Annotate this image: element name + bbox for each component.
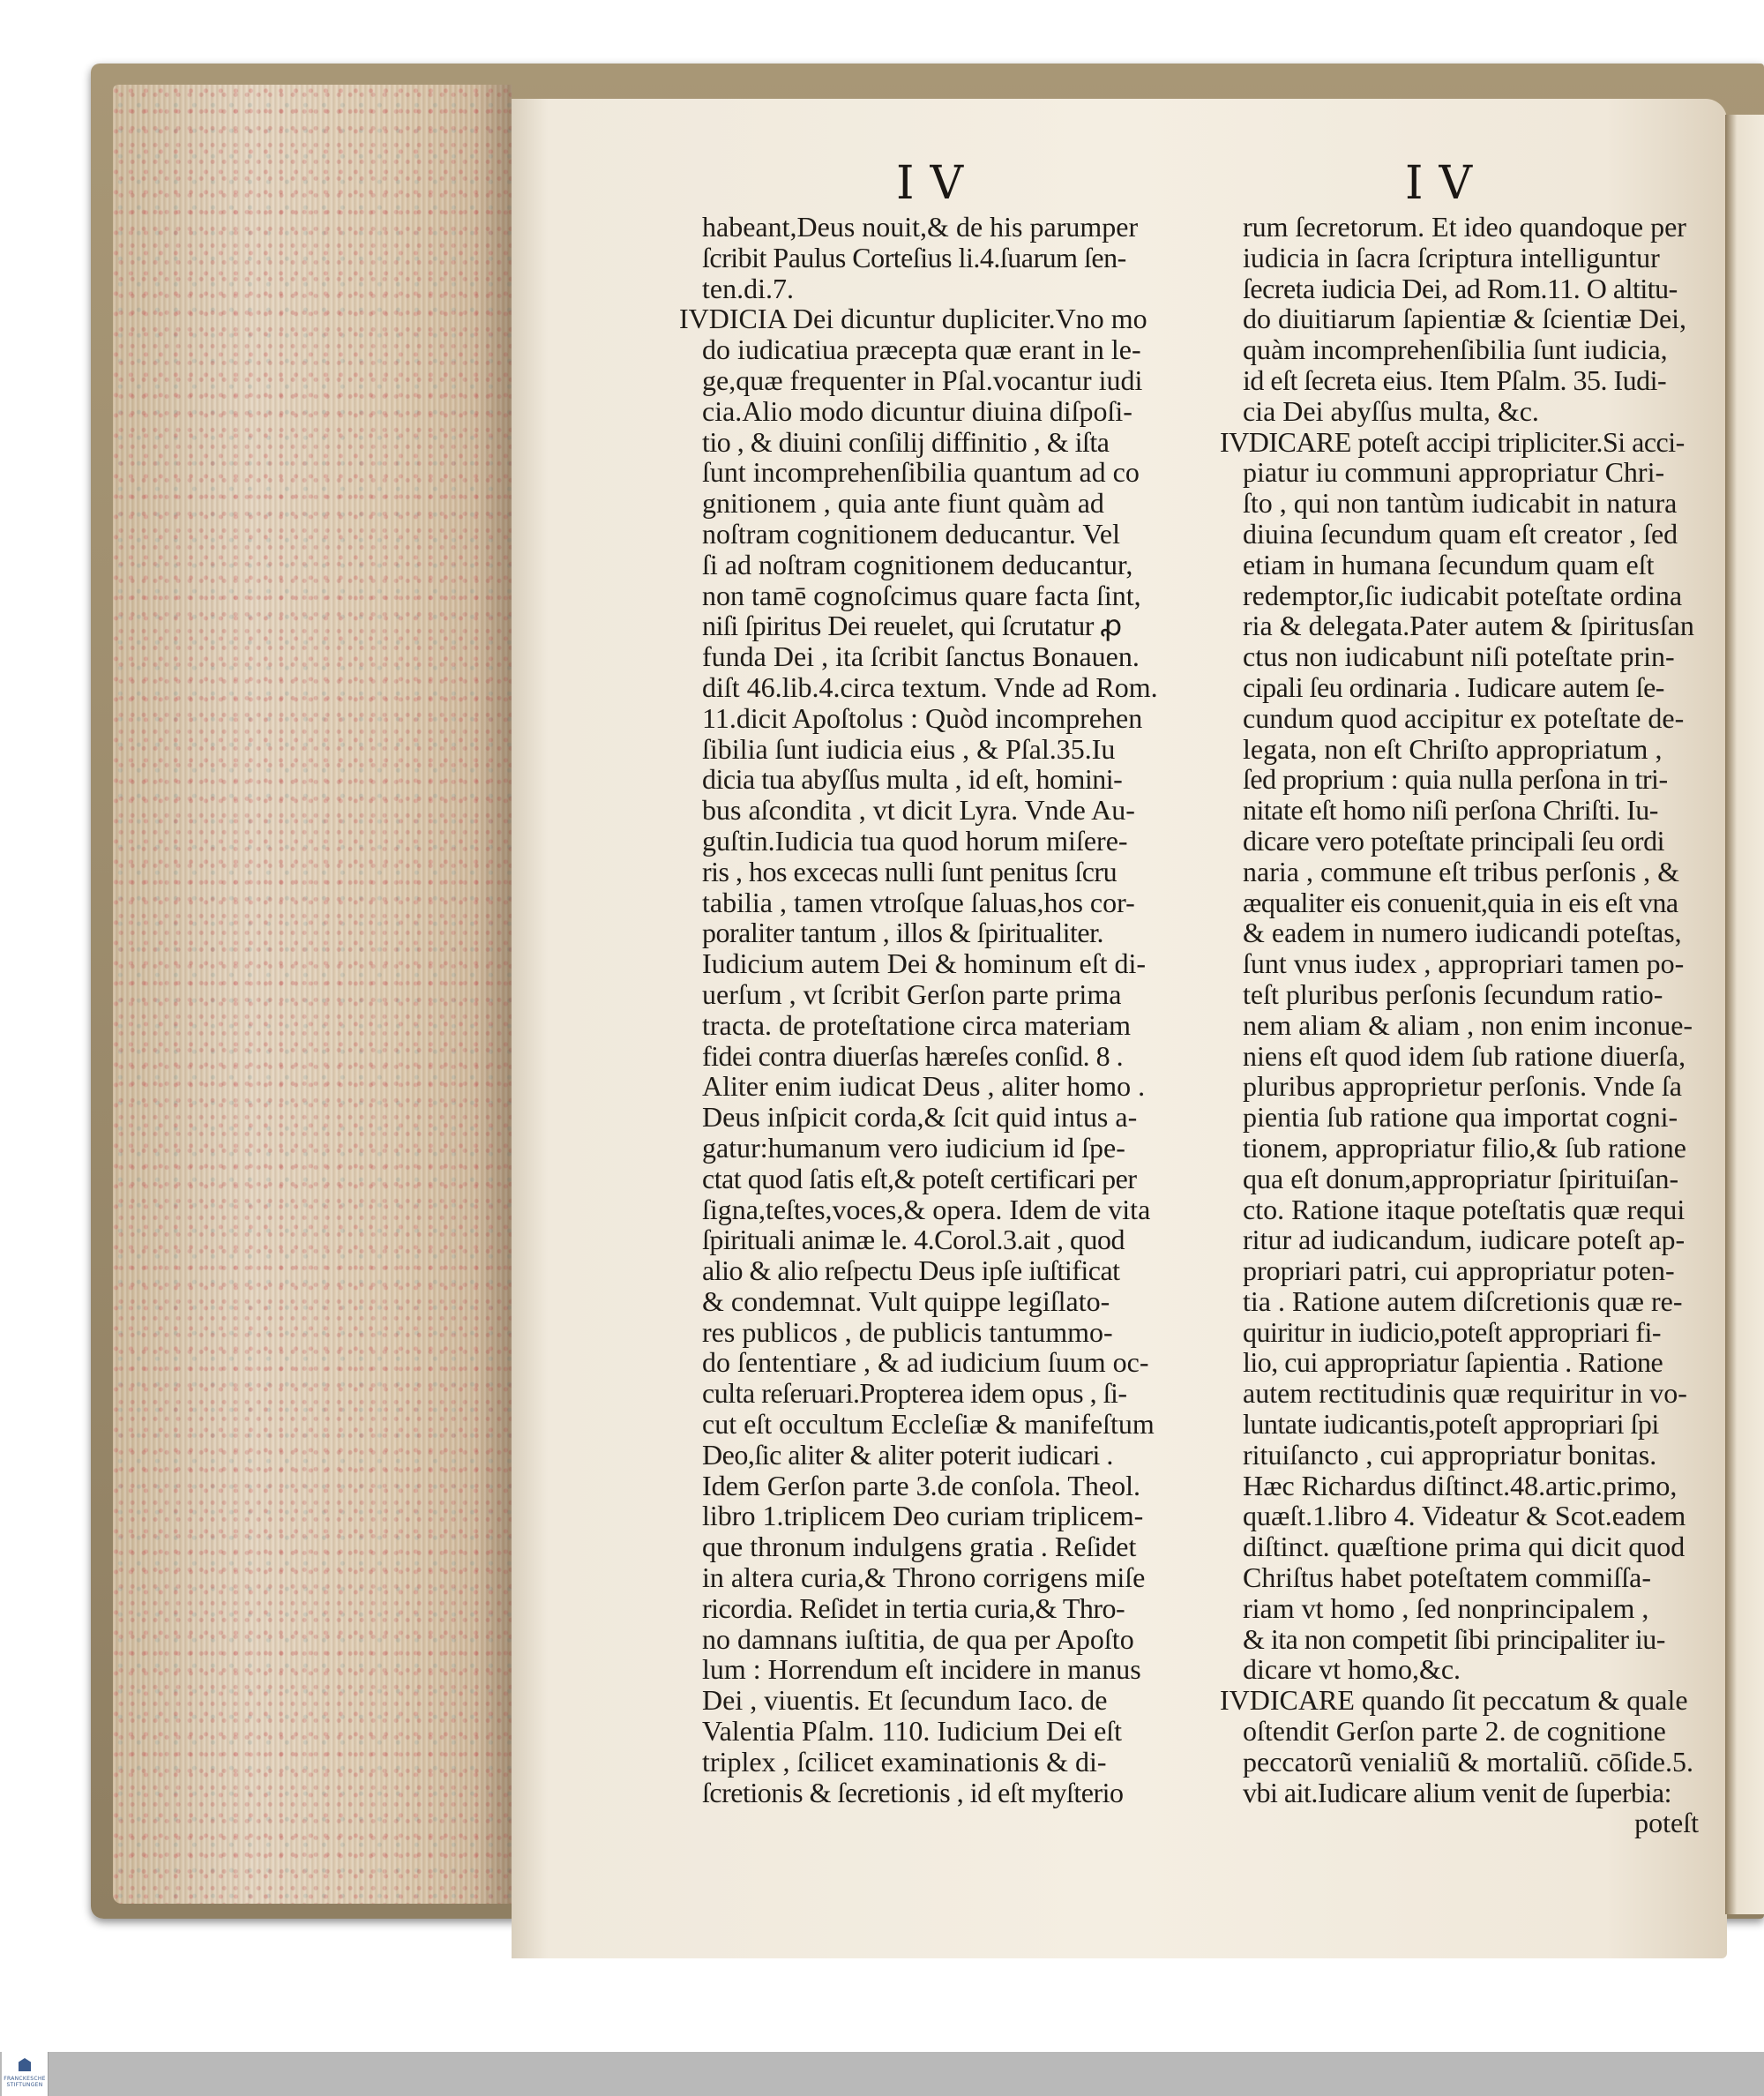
text-line: fidei contra diuerſas hæreſes conſid. 8 . <box>702 1039 1124 1072</box>
text-line: no damnans iuſtitia, de qua per Apoſto <box>702 1622 1134 1655</box>
text-line: dicare vero poteſtate principali ſeu ordi <box>1243 824 1664 857</box>
viewer-bottom-bar <box>0 2052 1764 2096</box>
text-line: bus aſcondita , vt dicit Lyra. Vnde Au- <box>702 794 1135 827</box>
library-logo <box>2 2052 49 2096</box>
text-line: piatur iu communi appropriatur Chri- <box>1243 456 1665 489</box>
text-line: oſtendit Gerſon parte 2. de cognitione <box>1243 1715 1666 1748</box>
text-column-left <box>679 212 1198 1808</box>
text-line: rum ſecretorum. Et ideo quandoque per <box>1243 211 1686 243</box>
text-line: 11.dicit Apoſtolus : Quòd incomprehen <box>702 701 1143 734</box>
text-line: poraliter tantum , illos & ſpiritualiter. <box>702 917 1103 949</box>
text-line: niens eſt quod idem ſub ratione diuerſa, <box>1243 1039 1686 1072</box>
text-line: pientia ſub ratione qua importat cogni- <box>1243 1101 1678 1134</box>
text-column-right <box>1220 212 1716 1838</box>
text-line: iudicia in ſacra ſcriptura intelliguntur <box>1243 241 1660 273</box>
text-line: non tamē cognoſcimus quare facta ſint, <box>702 579 1141 611</box>
text-line: IVDICARE quando ſit peccatum & quale <box>1220 1684 1688 1717</box>
text-line: ſunt incomprehenſibilia quantum ad co <box>702 456 1140 489</box>
text-line: tracta. de proteſtatione circa materiam <box>702 1008 1131 1041</box>
text-line: peccatorũ venialiũ & mortaliũ. cōſide.5. <box>1243 1745 1693 1778</box>
text-line: tia . Ratione autem diſcretionis quæ re- <box>1243 1284 1683 1317</box>
text-line: ſibilia ſunt iudicia eius , & Pſal.35.Iu <box>702 732 1116 765</box>
text-line: ctat quod ſatis eſt,& poteſt certificari per <box>702 1162 1137 1194</box>
text-line: ſecreta iudicia Dei, ad Rom.11. O altitu- <box>1243 272 1678 304</box>
text-line: Iudicium autem Dei & hominum eſt di- <box>702 947 1147 980</box>
text-line: & eadem in numero iudicandi poteſtas, <box>1243 917 1682 949</box>
text-line: cipali ſeu ordinaria . Iudicare autem ſe- <box>1243 670 1664 703</box>
text-line: ſpirituali animæ le. 4.Corol.3.ait , quod <box>702 1224 1125 1256</box>
text-line: ctus non iudicabunt niſi poteſtate prin- <box>1243 640 1675 673</box>
text-line: cia Dei abyſſus multa, &c. <box>1243 394 1539 427</box>
text-line: IVDICARE poteſt accipi tripliciter.Si acci- <box>1220 425 1685 458</box>
text-line: gnitionem , quia ante fiunt quàm ad <box>702 487 1104 520</box>
text-line: Chriſtus habet poteſtatem commiſſa- <box>1243 1561 1651 1594</box>
text-line: lio, cui appropriatur ſapientia . Ratione <box>1243 1346 1663 1379</box>
text-line: cundum quod accipitur ex poteſtate de- <box>1243 701 1685 734</box>
text-line: ten.di.7. <box>702 272 794 304</box>
text-line: legata, non eſt Chriſto appropriatum , <box>1243 732 1663 765</box>
text-line: uerſum , vt ſcribit Gerſon parte prima <box>702 977 1122 1010</box>
text-line: propriari patri, cui appropriatur poten- <box>1243 1254 1675 1287</box>
text-line: lum : Horrendum eſt incidere in manus <box>702 1653 1141 1686</box>
text-line: dicare vt homo,&c. <box>1243 1653 1461 1686</box>
text-line: id eſt ſecreta eius. Item Pſalm. 35. Iudi- <box>1243 363 1667 396</box>
text-line: & condemnat. Vult quippe legiſlato- <box>702 1284 1110 1317</box>
text-line: ge,quæ frequenter in Pſal.vocantur iudi <box>702 363 1143 396</box>
text-line: nitate eſt homo niſi perſona Chriſti. Iu- <box>1243 794 1658 827</box>
text-line: culta reſeruari.Propterea idem opus , ſi- <box>702 1377 1127 1410</box>
building-icon <box>19 2058 31 2071</box>
text-line: Aliter enim iudicat Deus , aliter homo . <box>702 1070 1146 1103</box>
text-line: tabilia , tamen vtroſque ſaluas,hos cor- <box>702 886 1135 918</box>
text-line: Deo,ſic aliter & aliter poterit iudicari . <box>702 1438 1113 1471</box>
text-line: Valentia Pſalm. 110. Iudicium Dei eſt <box>702 1715 1123 1748</box>
text-line: vbi ait.Iudicare alium venit de ſuperbia: <box>1243 1776 1671 1808</box>
text-line: luntate iudicantis,poteſt appropriari ſpi <box>1243 1408 1659 1441</box>
text-line: quæſt.1.libro 4. Videatur & Scot.eadem <box>1243 1500 1686 1532</box>
text-line: cut eſt occultum Eccleſiæ & manifeſtum <box>702 1408 1155 1441</box>
facing-page-edge <box>1725 115 1764 1914</box>
text-line: diuina ſecundum quam eſt creator , ſed <box>1243 517 1678 550</box>
text-line: niſi ſpiritus Dei reuelet, qui ſcrutatur ꝓ <box>702 610 1122 642</box>
text-line: ris , hos excecas nulli ſunt penitus ſcru <box>702 855 1117 887</box>
text-line: ria & delegata.Pater autem & ſpiritusſan <box>1243 610 1694 642</box>
text-line: qua eſt donum,appropriatur ſpirituiſan- <box>1243 1162 1679 1194</box>
text-line: ſed proprium : quia nulla perſona in tri- <box>1243 763 1668 796</box>
text-line: IVDICIA Dei dicuntur dupliciter.Vno mo <box>679 303 1147 335</box>
text-line: in altera curia,& Throno corrigens miſe <box>702 1561 1146 1594</box>
text-line: triplex , ſcilicet examinationis & di- <box>702 1745 1107 1778</box>
text-line: teſt pluribus perſonis ſecundum ratio- <box>1243 977 1663 1010</box>
text-line: diſt 46.lib.4.circa textum. Vnde ad Rom. <box>702 670 1158 703</box>
text-line: tio , & diuini conſilij diffinitio , & iſta <box>702 425 1110 458</box>
text-line: naria , commune eſt tribus perſonis , & <box>1243 855 1679 887</box>
text-line: guſtin.Iudicia tua quod horum miſere- <box>702 824 1128 857</box>
text-line: res publicos , de publicis tantummo- <box>702 1315 1113 1348</box>
text-line: cia.Alio modo dicuntur diuina diſpoſi- <box>702 394 1132 427</box>
text-line: Hæc Richardus diſtinct.48.artic.primo, <box>1243 1469 1678 1501</box>
text-line: ricordia. Reſidet in tertia curia,& Thro- <box>702 1591 1125 1624</box>
text-line: gatur:humanum vero iudicium id ſpe- <box>702 1131 1125 1164</box>
text-line: Idem Gerſon parte 3.de conſola. Theol. <box>702 1469 1141 1501</box>
text-line: Deus inſpicit corda,& ſcit quid intus a- <box>702 1101 1138 1134</box>
text-line: do iudicatiua præcepta quæ erant in le- <box>702 333 1141 366</box>
text-line: quiritur in iudicio,poteſt appropriari fi- <box>1243 1315 1661 1348</box>
text-line: dicia tua abyſſus multa , id eſt, homini- <box>702 763 1123 796</box>
text-line: etiam in humana ſecundum quam eſt <box>1243 548 1655 580</box>
text-line: rituiſancto , cui appropriatur bonitas. <box>1243 1438 1657 1471</box>
text-line: cto. Ratione itaque poteſtatis quæ requi <box>1243 1193 1686 1225</box>
text-line: ſcretionis & ſecretionis , id eſt myſterio <box>702 1776 1124 1808</box>
text-line: ſi ad noſtram cognitionem deducantur, <box>702 548 1133 580</box>
text-line: ſunt vnus iudex , appropriari tamen po- <box>1243 947 1685 980</box>
text-line: nem aliam & aliam , non enim inconue- <box>1243 1008 1693 1041</box>
text-line: alio & alio reſpectu Deus ipſe iuſtificat <box>702 1254 1120 1287</box>
text-line: noſtram cognitionem deducantur. Vel <box>702 517 1120 550</box>
text-line: Dei , viuentis. Et ſecundum Iaco. de <box>702 1684 1108 1717</box>
running-head-right: IV <box>1404 157 1489 210</box>
text-line: redemptor,ſic iudicabit poteſtate ordina <box>1243 579 1683 611</box>
text-line: ritur ad iudicandum, iudicare poteſt ap- <box>1243 1224 1686 1256</box>
text-line: do diuitiarum ſapientiæ & ſcientiæ Dei, <box>1243 303 1687 335</box>
text-line: que thronum indulgens gratia . Reſidet <box>702 1531 1137 1563</box>
text-line: diſtinct. quæſtione prima qui dicit quod <box>1243 1531 1686 1563</box>
text-line: quàm incomprehenſibilia ſunt iudicia, <box>1243 333 1668 366</box>
text-line: ſcribit Paulus Corteſius li.4.ſuarum ſen- <box>702 241 1126 273</box>
text-line: funda Dei , ita ſcribit ſanctus Bonauen. <box>702 640 1140 673</box>
page-edges <box>113 85 512 1904</box>
text-line: poteſt <box>1634 1807 1699 1839</box>
running-head-left: IV <box>895 157 980 210</box>
text-line: pluribus approprietur perſonis. Vnde ſa <box>1243 1070 1682 1103</box>
text-line: æqualiter eis conuenit,quia in eis eſt vna <box>1243 886 1678 918</box>
text-line: libro 1.triplicem Deo curiam triplicem- <box>702 1500 1144 1532</box>
text-line: do ſententiare , & ad iudicium ſuum oc- <box>702 1346 1149 1379</box>
text-line: riam vt homo , ſed nonprincipalem , <box>1243 1591 1649 1624</box>
text-line: autem rectitudinis quæ requiritur in vo- <box>1243 1377 1687 1410</box>
text-line: ſto , qui non tantùm iudicabit in natura <box>1243 487 1678 520</box>
text-line: & ita non competit ſibi principaliter iu- <box>1243 1622 1665 1655</box>
text-line: tionem, appropriatur filio,& ſub ratione <box>1243 1131 1686 1164</box>
text-line: ſigna,teſtes,voces,& opera. Idem de vita <box>702 1193 1151 1225</box>
library-logo-text: FRANCKESCHE STIFTUNGEN <box>4 2076 46 2088</box>
text-line: habeant,Deus nouit,& de his parumper <box>702 211 1139 243</box>
